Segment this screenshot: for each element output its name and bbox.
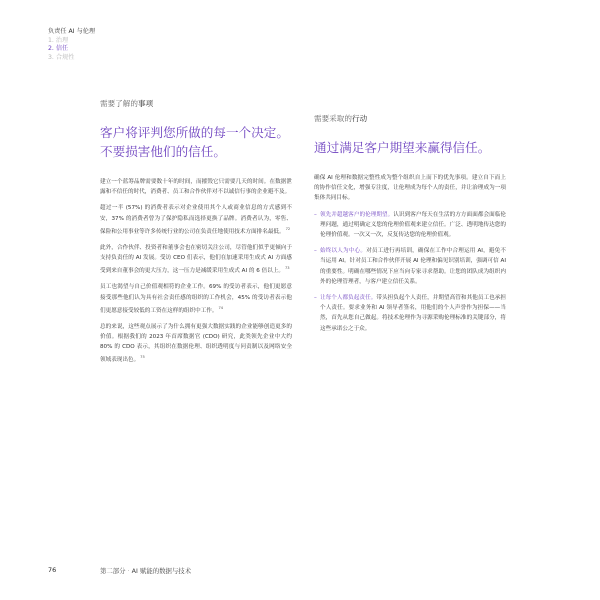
bullet-lead: 始终以人为中心。 (320, 248, 367, 255)
right-kicker-strong: 行动 (351, 114, 368, 123)
right-headline: 通过满足客户期望来赢得信任。 (314, 140, 491, 155)
right-kicker (314, 113, 506, 124)
bullet-text: 认识到客户每天在生活的方方面面都会面临伦理问题，通过明确定义您的伦理价值观来建立信任。广泛、透明地传达您的伦理价值观。一次又一次，反复传达您的伦理价值观。 (320, 211, 506, 239)
left-paragraph (100, 243, 292, 276)
left-paragraph (100, 177, 292, 197)
bullet-dash: – (314, 295, 317, 302)
footnote-ref[interactable]: 74 (218, 305, 224, 310)
footer-part (100, 566, 191, 575)
bullet-text: 带头担负起个人责任，并期望高管和其他员工也承担个人责任。要求业务和 AI 领导者签名，用他们的个人声誉作为担保——当然，首先从您自己做起。将技术伦理作为寻源采购伦理标准的关键部分，将这些承诺公之于众。 (320, 295, 506, 332)
page-footer (48, 566, 192, 575)
left-paragraph (100, 282, 292, 315)
bullet-item (314, 246, 506, 287)
nav-title: 负责任 AI 与伦理 (48, 28, 96, 35)
left-kicker-strong: 事项 (137, 99, 154, 108)
left-kicker (100, 98, 292, 109)
paragraph-text: 此外，合作伙伴、投资者和董事会也在密切关注公司，尽管他们似乎更倾向于支持负责任的 AI 发展。受访 CEO 们表示，他们在加速采用生成式 AI 方面感受到来自董事会的更大压力，这一压力是减缓采用生成式 AI 的 6 倍以上。 (100, 244, 292, 275)
footer-separator: · (125, 567, 132, 575)
left-headline: 客户将评判您所做的每一个决定。不要损害他们的信任。 (100, 125, 289, 159)
footnote-ref[interactable]: 75 (140, 355, 145, 360)
left-paragraph (100, 203, 292, 236)
left-kicker-light: 需要了解的 (100, 99, 138, 108)
bullet-text: 对员工进行再培训，确保在工作中合理运用 AI，避免不当运用 AI。针对员工和合作伙伴开展 AI 伦理和偏见识别培训，强调可信 AI 的重要性。明确在哪些情况下应当向专家寻求帮助。让您的团队成为组织内外的伦理管理者，与客户建立信任关系。 (320, 248, 506, 285)
footnote-ref[interactable]: 73 (284, 266, 290, 271)
page-number: 76 (48, 566, 57, 574)
footer-part-label: 第二部分 (100, 567, 126, 575)
right-intro: 确保 AI 伦理和数据完整性成为整个组织自上而下的优先事项。建立自下而上的协作信任文化，增强专注度，让伦理成为每个人的责任，并让治理成为一项集体共同目标。 (314, 175, 506, 202)
paragraph-text: 建立一个蓝筹品牌需要数十年的时间，而摧毁它只需要几天的时间。在数据泄露和不信任的时代，消费者、员工和合作伙伴对不以诚信行事的企业避不及。 (100, 179, 292, 196)
left-paragraph (100, 322, 292, 366)
footer-section-label: AI 赋能的数据与技术 (131, 567, 192, 575)
bullet-item (314, 293, 506, 334)
right-column (314, 113, 506, 340)
paragraph-text: 超过一半 (57%) 的消费者表示对企业使用其个人或商业信息的方式感到不安，37% 的消费者曾为了保护隐私而选择更换了品牌。消费者认为，零售、保险和公用事业等许多传统行业的公司在负责任地使用技术方面排名最低。 (100, 205, 292, 235)
bullet-dash: – (314, 211, 317, 218)
bullet-lead: 领先并超越客户的伦理期望。 (320, 211, 394, 218)
bullet-lead: 让每个人都负起责任。 (320, 295, 377, 302)
section-nav (48, 28, 95, 62)
paragraph-text: 员工也渴望与自己价值观相符的企业工作。69% 的受访者表示，他们更愿意接受那些他们认为具有社会责任感的组织的工作机会，45% 的受访者表示他们更愿意接受较低的工资在这样的组织中工作。 (100, 284, 292, 314)
left-column (100, 98, 292, 371)
nav-item-governance[interactable]: 1. 治理 (48, 36, 69, 44)
footnote-ref[interactable]: 72 (285, 226, 291, 231)
bullet-item (314, 210, 506, 241)
right-kicker-light: 需要采取的 (314, 114, 352, 123)
bullet-dash: – (314, 248, 317, 255)
paragraph-text: 总的来说，这些观点展示了为什么拥有更强大数据实践的企业能够创造更多的价值。根据我们的 2023 年首席数据官 (CDO) 研究，此类领先企业中大约 80% 的 CDO 表示，其组织在数据伦理、组织透明度与问责制以及网络安全领域表现出色。 (100, 323, 292, 364)
nav-item-trust[interactable]: 2. 信任 (48, 45, 69, 53)
nav-item-compliance[interactable]: 3. 合规性 (48, 53, 75, 61)
